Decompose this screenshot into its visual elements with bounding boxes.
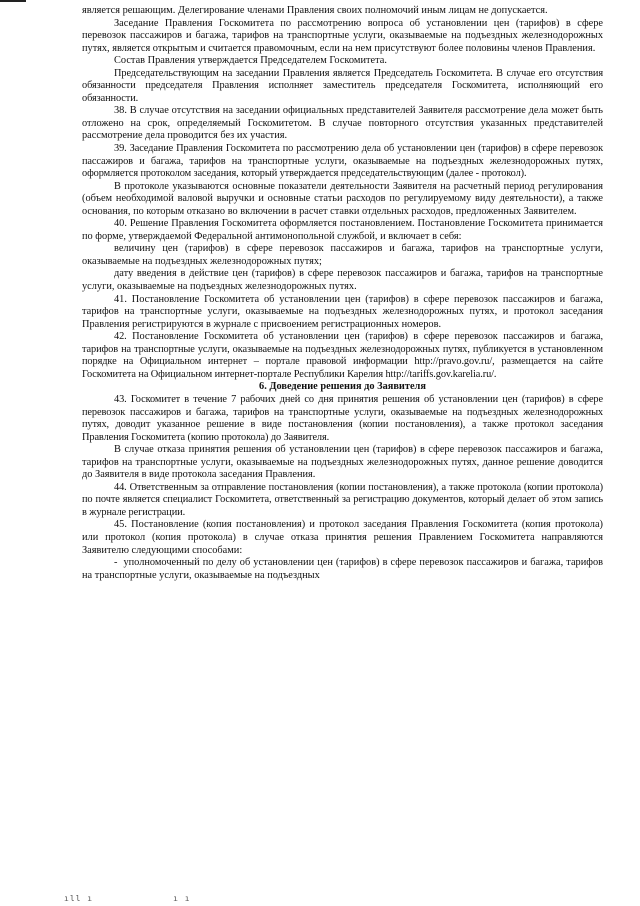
list-item: величину цен (тарифов) в сфере перевозок пассажиров и багажа, тарифов на транспортные услуги, оказываемые на подъездных железнодорожных путях; bbox=[82, 243, 603, 267]
paragraph-item-41: 41. Постановление Госкомитета об установлении цен (тарифов) в сфере перевозок пассажиров и багажа, тарифов на транспортные услуги, оказываемые на подъездных железнодорожных путях, и протокол заседания Правления регистрируются в журнале с присвоением регистрационных номеров. bbox=[82, 293, 603, 330]
footer-mark: ıll ı bbox=[64, 894, 94, 903]
paragraph-item-45: 45. Постановление (копия постановления) и протокол заседания Правления Госкомитета (копия протокола) или протокол (копия протокола) в случае отказа принятия решения Правлением Госкомитета направляются Заявителю следующими способами: bbox=[82, 519, 603, 556]
paragraph-item-43: 43. Госкомитет в течение 7 рабочих дней со дня принятия решения об установлении цен (тарифов) в сфере перевозок пассажиров и багажа, тарифов на транспортные услуги, оказываемые на подъездных железнодорожных путях, доводит указанное решение в виде постановления (копии постановления), а также протокол заседания Правления Госкомитета (копию протокола) до Заявителя. bbox=[82, 393, 603, 443]
paragraph: Председательствующим на заседании Правления является Председатель Госкомитета. В случае его отсутствия обязанности председателя Правления исполняет заместитель председателя Госкомитета, исполняющий его обязанности. bbox=[82, 67, 603, 104]
paragraph-item-44: 44. Ответственным за отправление постановления (копии постановления), а также протокола (копии протокола) по почте является специалист Госкомитета, ответственный за регистрацию документов, который делает об этом запись в журнале регистрации. bbox=[82, 481, 603, 518]
paragraph: Состав Правления утверждается Председателем Госкомитета. bbox=[114, 55, 387, 67]
list-item: дату введения в действие цен (тарифов) в сфере перевозок пассажиров и багажа, тарифов на транспортные услуги, оказываемые на подъездных железнодорожных путях. bbox=[82, 268, 603, 293]
list-item-text: уполномоченный по делу об установлении цен (тарифов) в сфере перевозок пассажиров и багажа, тарифов на транспортные услуги, оказываемые на подъездных bbox=[82, 557, 603, 581]
paragraph-item-40: 40. Решение Правления Госкомитета оформляется постановлением. Постановление Госкомитета принимается по форме, утверждаемой Федеральной антимонопольной службой, и включает в себя: bbox=[82, 218, 603, 242]
document-body bbox=[82, 5, 603, 582]
paragraph: Заседание Правления Госкомитета по рассмотрению вопроса об установлении цен (тарифов) в сфере перевозок пассажиров и багажа, тарифов на транспортные услуги, оказываемые на подъездных железнодорожных путях, является открытым и считается правомочным, если на нем присутствуют более половины членов Правления. bbox=[82, 17, 603, 54]
dash-marker: - bbox=[114, 557, 118, 569]
paragraph: В случае отказа принятия решения об установлении цен (тарифов) в сфере перевозок пассажиров и багажа, тарифов на транспортные услуги, оказываемые на подъездных железнодорожных путях, данное решение доводится до Заявителя в виде протокола заседания Правления. bbox=[82, 444, 603, 481]
paragraph-item-42: 42. Постановление Госкомитета об установлении цен (тарифов) в сфере перевозок пассажиров и багажа, тарифов на транспортные услуги, оказываемые на подъездных железнодорожных путях, публикуется в установленном порядке на Официальном интернет – портале правовой информации http://pravo.gov.ru/, размещается на сайте Госкомитета на Официальном интернет-портале Республики Карелия http://tariffs.gov.karelia.ru/. bbox=[82, 331, 603, 380]
paragraph: является решающим. Делегирование членами Правления своих полномочий иным лицам не допускается. bbox=[82, 5, 548, 16]
scan-edge-mark bbox=[0, 0, 26, 2]
paragraph-item-38: 38. В случае отсутствия на заседании официальных представителей Заявителя рассмотрение дела может быть отложено на срок, определяемый Госкомитетом. В случае повторного отсутствия указанных представителей рассмотрение дела проводится без их участия. bbox=[82, 105, 603, 142]
footer-mark: ı ı bbox=[173, 894, 191, 903]
paragraph-item-39: 39. Заседание Правления Госкомитета по рассмотрению дела об установлении цен (тарифов) в сфере перевозок пассажиров и багажа, тарифов на транспортные услуги, оказываемые на подъездных железнодорожных путях, оформляется протоколом заседания, который утверждается председательствующим (далее - протокол). bbox=[82, 143, 603, 180]
section-heading: 6. Доведение решения до Заявителя bbox=[259, 381, 426, 393]
paragraph: В протоколе указываются основные показатели деятельности Заявителя на расчетный период регулирования (объем необходимой валовой выручки и основные статьи расходов по регулируемому виду деятельности), а также основания, по которым отказано во включении в расчет ставки отдельных расходов, предложенных Заявителем. bbox=[82, 180, 603, 217]
list-item-dash bbox=[82, 557, 603, 582]
scan-footer-marks bbox=[64, 893, 191, 906]
